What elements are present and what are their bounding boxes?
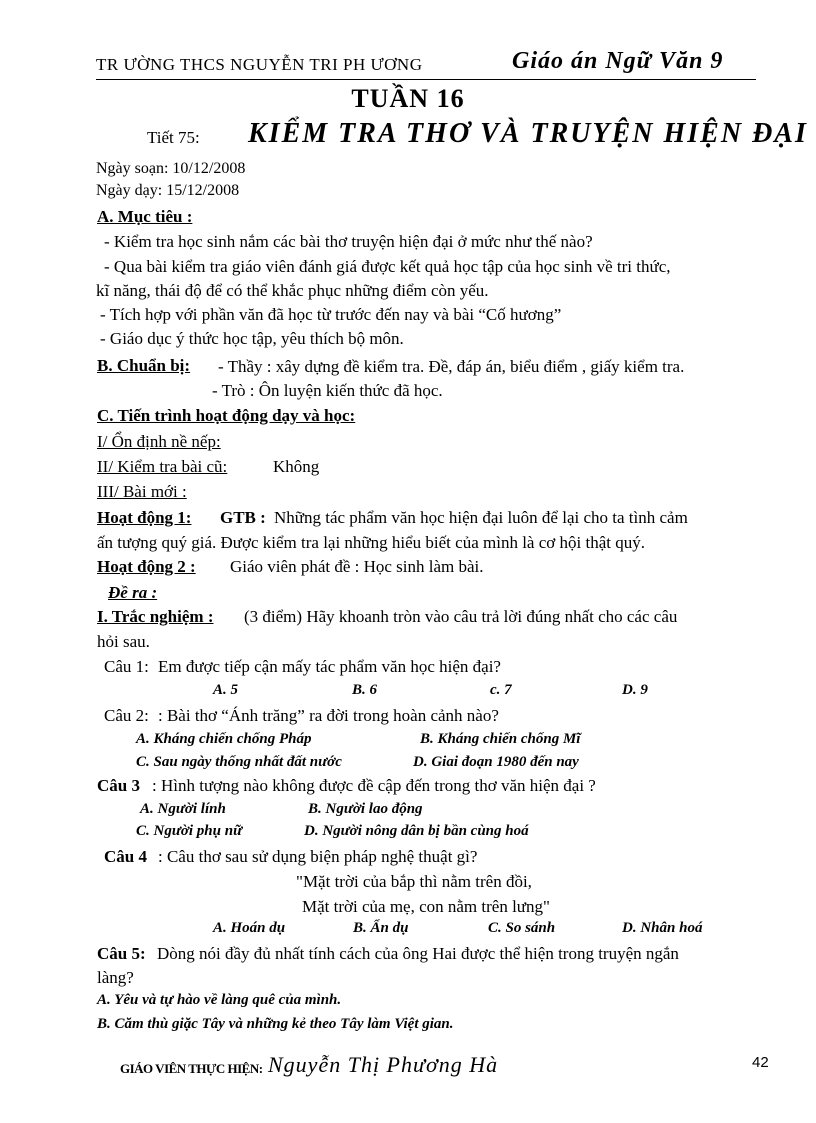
question-3-label: Câu 3	[97, 776, 140, 795]
question-3-option-d: D. Người nông dân bị bần cùng hoá	[304, 823, 529, 839]
step-2-value: Không	[273, 457, 320, 476]
question-2-text: : Bài thơ “Ánh trăng” ra đời trong hoàn cảnh nào?	[158, 706, 499, 725]
question-2-option-a: A. Kháng chiến chống Pháp	[136, 731, 312, 747]
question-4-option-c: C. So sánh	[488, 920, 556, 936]
question-5-text: Dòng nói đầy đủ nhất tính cách của ông Hai được thể hiện trong truyện ngắn	[157, 944, 679, 963]
question-4-option-a: A. Hoán dụ	[213, 920, 286, 936]
prep-teacher: - Thầy : xây dựng đề kiểm tra. Đề, đáp án, biểu điểm , giấy kiểm tra.	[218, 357, 685, 376]
teacher-signature: Nguyễn Thị Phương Hà	[268, 1052, 499, 1077]
section-a-heading: A. Mục tiêu :	[97, 207, 193, 226]
objective-2-cont: kĩ năng, thái độ để có thể khắc phục những điểm còn yếu.	[96, 281, 489, 300]
objective-1: - Kiểm tra học sinh nắm các bài thơ truyện hiện đại ở mức như thế nào?	[104, 232, 593, 251]
activity-1-label: Hoạt động 1:	[97, 508, 192, 527]
question-1-label: Câu 1:	[104, 657, 149, 676]
question-4-option-b: B. Ẩn dụ	[353, 920, 409, 936]
question-5-option-b: B. Căm thù giặc Tây và những kẻ theo Tây làm Việt gian.	[97, 1016, 454, 1032]
date-taught: Ngày dạy: 15/12/2008	[96, 182, 240, 199]
objective-2: - Qua bài kiểm tra giáo viên đánh giá được kết quả học tập của học sinh về tri thức,	[104, 257, 671, 276]
part-1-label: I. Trắc nghiệm :	[97, 607, 214, 626]
question-3-text: : Hình tượng nào không được đề cập đến trong thơ văn hiện đại ?	[152, 776, 596, 795]
date-prepared: Ngày soạn: 10/12/2008	[96, 160, 246, 177]
objective-3: - Tích hợp với phần văn đã học từ trước đến nay và bài “Cố hương”	[100, 305, 562, 324]
activity-2-label: Hoạt động 2 :	[97, 557, 196, 576]
subject-title: Giáo án Ngữ Văn 9	[512, 48, 724, 74]
prep-student: - Trò : Ôn luyện kiến thức đã học.	[212, 381, 443, 400]
part-1-text-cont: hỏi sau.	[97, 632, 150, 651]
activity-1-text-cont: ấn tượng quý giá. Được kiểm tra lại những hiểu biết của mình là cơ hội thật quý.	[97, 533, 645, 552]
lesson-title: KIỂM TRA THƠ VÀ TRUYỆN HIỆN ĐẠI	[248, 118, 808, 149]
step-1: I/ Ổn định nề nếp:	[97, 432, 221, 451]
activity-1-text: Những tác phẩm văn học hiện đại luôn để lại cho ta tình cảm	[274, 508, 688, 527]
question-3-option-a: A. Người lính	[140, 801, 226, 817]
question-5-label: Câu 5:	[97, 944, 146, 963]
activity-1-gtb: GTB :	[220, 508, 266, 527]
question-2-label: Câu 2:	[104, 706, 149, 725]
question-2-option-b: B. Kháng chiến chống Mĩ	[420, 731, 581, 747]
question-1-option-b: B. 6	[352, 682, 378, 698]
section-c-heading: C. Tiến trình hoạt động dạy và học:	[97, 406, 356, 425]
section-b-heading: B. Chuẩn bị:	[97, 356, 191, 375]
question-5-text-cont: làng?	[97, 968, 134, 987]
question-4-option-d: D. Nhân hoá	[622, 920, 703, 936]
header-divider	[96, 79, 756, 80]
step-2-label: II/ Kiểm tra bài cũ:	[97, 457, 228, 476]
question-3-option-c: C. Người phụ nữ	[136, 823, 243, 839]
step-3: III/ Bài mới :	[97, 482, 187, 501]
question-1-option-d: D. 9	[622, 682, 648, 698]
lesson-number: Tiết 75:	[147, 128, 200, 147]
question-4-poem-line-1: "Mặt trời của bắp thì nằm trên đồi,	[296, 872, 532, 891]
activity-2-text: Giáo viên phát đề : Học sinh làm bài.	[230, 557, 484, 576]
exam-heading: Đề ra :	[108, 583, 158, 602]
question-4-poem-line-2: Mặt trời của mẹ, con nằm trên lưng"	[302, 897, 550, 916]
question-2-option-d: D. Giai đoạn 1980 đến nay	[413, 754, 579, 770]
question-1-option-c: c. 7	[490, 682, 512, 698]
question-4-label: Câu 4	[104, 847, 147, 866]
question-5-option-a: A. Yêu và tự hào về làng quê của mình.	[97, 992, 342, 1008]
question-1-text: Em được tiếp cận mấy tác phẩm văn học hiện đại?	[158, 657, 501, 676]
week-title: TUẦN 16	[351, 84, 465, 113]
school-name: TR ƯỜNG THCS NGUYỄN TRI PH ƯƠNG	[96, 55, 423, 74]
question-1-option-a: A. 5	[213, 682, 239, 698]
footer-teacher-label: GIÁO VIÊN THỰC HIỆN:	[120, 1061, 263, 1076]
part-1-text: (3 điểm) Hãy khoanh tròn vào câu trả lời đúng nhất cho các câu	[244, 607, 678, 626]
objective-4: - Giáo dục ý thức học tập, yêu thích bộ môn.	[100, 329, 404, 348]
question-2-option-c: C. Sau ngày thống nhất đất nước	[136, 754, 342, 770]
page-number: 42	[752, 1054, 769, 1071]
question-4-text: : Câu thơ sau sử dụng biện pháp nghệ thuật gì?	[158, 847, 478, 866]
question-3-option-b: B. Người lao động	[308, 801, 423, 817]
